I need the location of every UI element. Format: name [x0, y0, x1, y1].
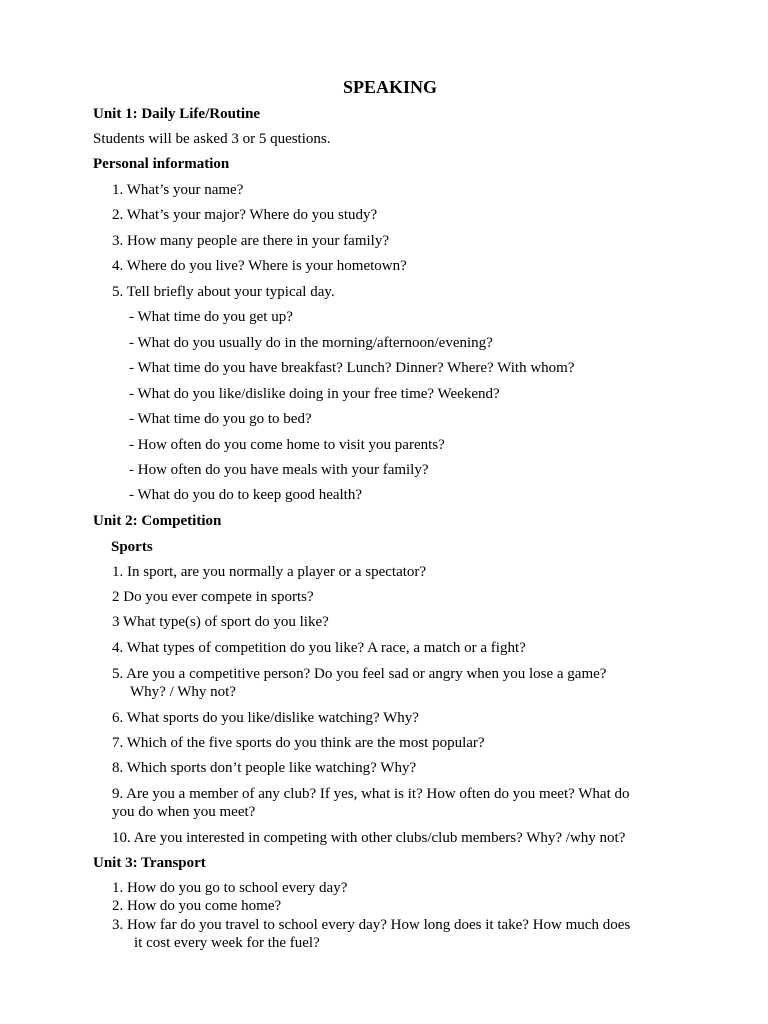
unit2-question: 6. What sports do you like/dislike watching? Why?: [112, 710, 419, 726]
unit1-subquestion: - What time do you go to bed?: [129, 411, 312, 427]
unit1-subquestion: - How often do you have meals with your family?: [129, 462, 429, 478]
unit1-question: 1. What’s your name?: [112, 182, 244, 198]
unit1-subquestion: - What do you do to keep good health?: [129, 487, 362, 503]
unit3-question: 2. How do you come home?: [112, 898, 282, 914]
unit2-question: 1. In sport, are you normally a player or a spectator?: [112, 564, 427, 580]
unit1-question: 4. Where do you live? Where is your hometown?: [112, 258, 407, 274]
unit1-subquestion: - What time do you get up?: [129, 309, 293, 325]
unit2-question: 9. Are you a member of any club? If yes, what is it? How often do you meet? What do: [112, 786, 630, 802]
unit1-question: 2. What’s your major? Where do you study?: [112, 207, 378, 223]
unit3-question-continuation: it cost every week for the fuel?: [134, 935, 320, 951]
page-title: SPEAKING: [343, 77, 438, 97]
unit2-question: 2 Do you ever compete in sports?: [112, 589, 314, 605]
unit1-subquestion: - What do you usually do in the morning/afternoon/evening?: [129, 335, 493, 351]
unit3-question: 1. How do you go to school every day?: [112, 880, 348, 896]
unit2-heading: Unit 2: Competition: [93, 513, 222, 529]
unit1-subquestion: - What do you like/dislike doing in your free time? Weekend?: [129, 386, 500, 402]
unit3-question: 3. How far do you travel to school every day? How long does it take? How much does: [112, 917, 631, 933]
unit2-subheading: Sports: [111, 539, 153, 555]
unit1-subquestion: - What time do you have breakfast? Lunch? Dinner? Where? With whom?: [129, 360, 575, 376]
unit2-question: 4. What types of competition do you like? A race, a match or a fight?: [112, 640, 526, 656]
unit2-question: 3 What type(s) of sport do you like?: [112, 614, 329, 630]
unit2-question: 7. Which of the five sports do you think are the most popular?: [112, 735, 485, 751]
unit3-heading: Unit 3: Transport: [93, 855, 206, 871]
unit2-question-continuation: you do when you meet?: [112, 804, 256, 820]
unit1-heading: Unit 1: Daily Life/Routine: [93, 106, 261, 122]
unit1-question: 5. Tell briefly about your typical day.: [112, 284, 335, 300]
unit2-question: 10. Are you interested in competing with other clubs/club members? Why? /why not?: [112, 830, 626, 846]
unit2-question: 8. Which sports don’t people like watching? Why?: [112, 760, 417, 776]
unit2-question-continuation: Why? / Why not?: [130, 684, 236, 700]
unit1-subquestion: - How often do you come home to visit you parents?: [129, 437, 445, 453]
unit2-question: 5. Are you a competitive person? Do you feel sad or angry when you lose a game?: [112, 666, 607, 682]
unit1-intro: Students will be asked 3 or 5 questions.: [93, 131, 331, 147]
unit1-subheading: Personal information: [93, 156, 230, 172]
unit1-question: 3. How many people are there in your family?: [112, 233, 389, 249]
